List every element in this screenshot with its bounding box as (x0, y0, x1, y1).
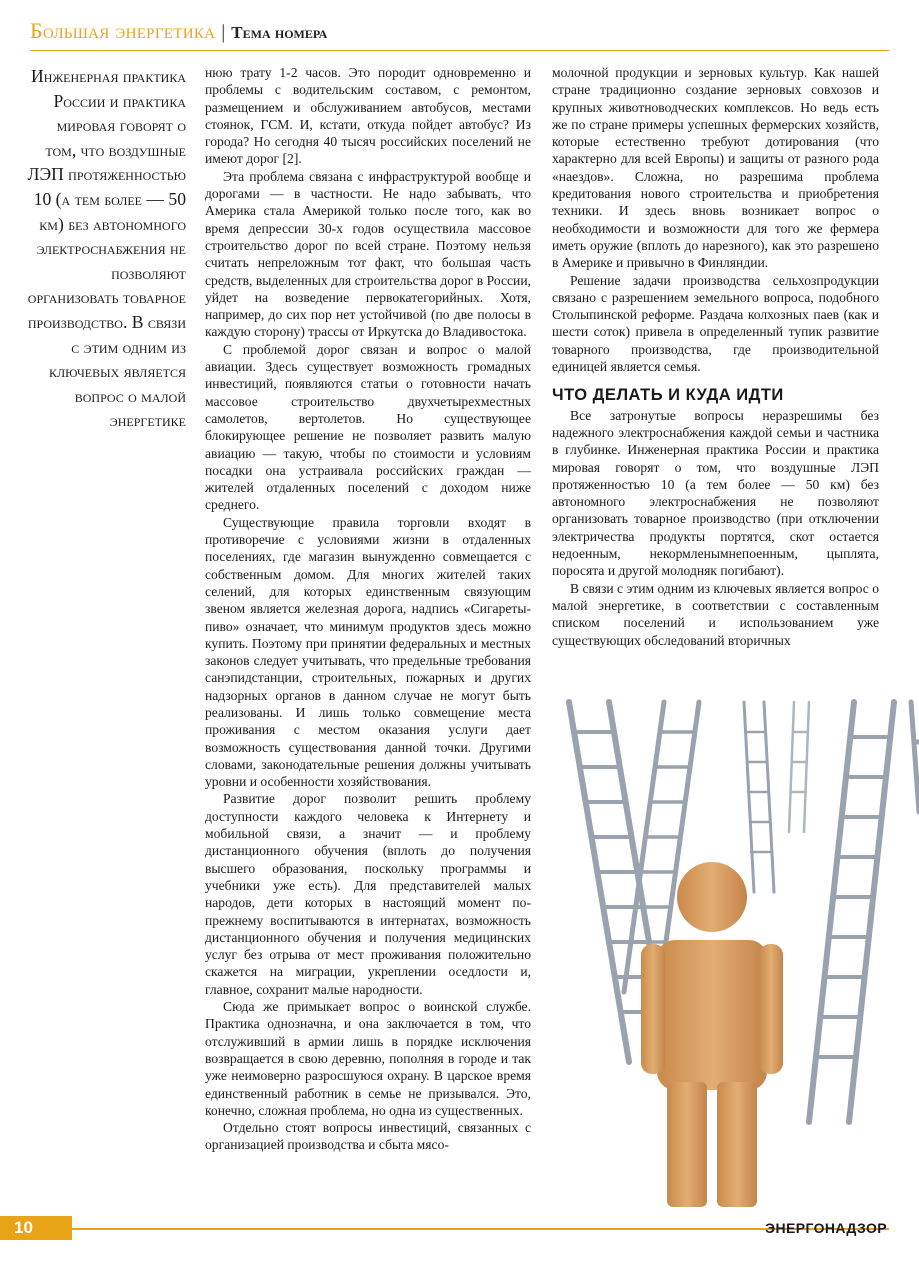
human-figure (641, 862, 783, 1207)
rubric-title: Тема номера (231, 23, 328, 42)
paragraph: Существующие правила торговли входят в противоречие с условиями жизни в отдаленных поселениях, где магазин вынужденно совмещается с собственным домом. Для многих жителей таких селений, для которых единственным связующим звеном является железная дорога, надпись «Сигареты-пиво» означает, что минимум продуктов здесь можно купить. Поэтому при принятии федеральных и местных законов следует учитывать, что предельные требования санэпидстанции, строительных, пожарных и других надзорных органов в данном случае не могут быть реализованы. И лишь только совмещение места проживания с местом оказания услуги дает возможность существования данной точки. Другими словами, законодательные решения должны учитывать уровни и особенности хозяйствования. (205, 514, 531, 790)
text-column-2 (552, 64, 879, 649)
ladders-figure-illustration (549, 692, 919, 1212)
section-heading: ЧТО ДЕЛАТЬ И КУДА ИДТИ (552, 386, 784, 405)
header-separator: | (221, 21, 226, 43)
paragraph: Сюда же примыкает вопрос о воинской службе. Практика однозначна, и она заключается в том, что отслуживший в армии лишь в порядке исключения возвращается в свою деревню, пополняя в городе и так уже неимоверно разросшуюся охрану. В царское время единственный работник в семье не призывался. Это, конечно, сложная проблема, но одна из существенных. (205, 999, 531, 1118)
paragraph: Все затронутые вопросы неразрешимы без надежного электроснабжения каждой семьи и частника в глубинке. Инженерная практика России и практика мировая говорят о том, что воздушные ЛЭП протяженностью 10 (а тем более — 50 км) без автономного электроснабжения не позволяют организовать товарное производство (при отключении электричества продукты портятся, скот остается недоенным, некормленымнепоенным, цыплята, поросята и другой молодняк погибают). (552, 407, 879, 579)
ladder-right (809, 702, 894, 1122)
ladder-edge (911, 702, 919, 812)
paragraph: Эта проблема связана с инфраструктурой вообще и дорогами — в частности. Не надо забывать, что Америка стала Америкой только после того, как во время депрессии 30-х годов осуществила массовое строительство дорог по всей стране. Поэтому нельзя считать непреложным тот факт, что большая часть средств, выделенных для строительства дорог в России, уйдет на возведение первокатегорийных. Хотя, например, до сих пор нет устойчивой (по две полосы в каждую сторону) трассы от Иркутска до Владивостока. (205, 168, 531, 340)
journal-name: ЭНЕРГОНАДЗОР (765, 1220, 887, 1236)
header-rule (30, 50, 889, 51)
ladder-center (744, 702, 774, 892)
text-column-1 (205, 64, 531, 1154)
pull-quote: Инженерная практика России и практика мировая говорят о том, что воздушные ЛЭП протяженностью 10 (а тем более — 50 км) без автономного электроснабжения не позволяют организовать товарное производство. В связи с этим одним из ключевых является вопрос о малой энергетике (27, 66, 186, 431)
page-number: 10 (0, 1216, 72, 1240)
paragraph: Развитие дорог позволит решить проблему доступности каждого человека к Интернету и мобильной связи, а значит — и проблему дистанционного обучения (вплоть до получения высшего образования, поскольку программы и учебники уже есть). Для представителей малых народов, дети которых в настоящий момент по-прежнему воспитываются в интернатах, возможность дистанционного обучения и получения медицинских услуг без отрыва от мест проживания положительно скажется на миграции, укреплении оседлости и, главное, сохранит малые народности. (205, 791, 531, 997)
paragraph: нюю трату 1-2 часов. Это породит одновременно и проблемы с водительским составом, с ремонтом, размещением и обслуживанием автобусов, местами стоянок, ГСМ. И, кстати, откуда пойдет автобус? Из города? Но сегодня 40 тысяч российских поселений не имеют дорог [2]. (205, 65, 531, 167)
running-header (30, 18, 327, 48)
paragraph: молочной продукции и зерновых культур. Как нашей стране традиционно создание зерновых совхозов и крупных животноводческих комплексов. Но ведь есть же по стране примеры успешных фермерских хозяйств, которые естественно требуют дотирования (что характерно для всей Европы) и защиты от разного рода «наездов». Сложна, но разрешима проблема кредитования нового строительства и приобретения техники. И здесь вновь возникает вопрос о необходимости и возможности для того же фермера иметь оружие (вплоть до нарезного), как это разрешено в Америке и привычно в Финляндии. (552, 65, 879, 271)
section-title: Большая энергетика (30, 18, 216, 43)
paragraph: Решение задачи производства сельхозпродукции связано с разрешением земельного вопроса, подобного Столыпинской реформе. Раздача колхозных паев (как и шести соток) привела в определенный тупик развитие товарного производства, где производительной единицей является семья. (552, 272, 879, 375)
paragraph: С проблемой дорог связан и вопрос о малой авиации. Здесь существует возможность громадных инвестиций, появляются статьи о готовности начать массовое строительство двухчетырехместных самолетов, вертолетов. Но существующее блокирующее решение не позволяет развить малую авиацию — такую, чтобы по стоимости и условиям посадки она устраивала российских граждан — жителей отдаленных поселений с доходом ниже среднего. (205, 341, 531, 513)
paragraph: Отдельно стоят вопросы инвестиций, связанных с организацией производства и сбыта мясо- (205, 1120, 531, 1153)
paragraph: В связи с этим одним из ключевых является вопрос о малой энергетике, в соответствии с составленным списком поселений и использованием уже существующих обследований вторичных (552, 580, 879, 648)
ladder-back (789, 702, 809, 832)
